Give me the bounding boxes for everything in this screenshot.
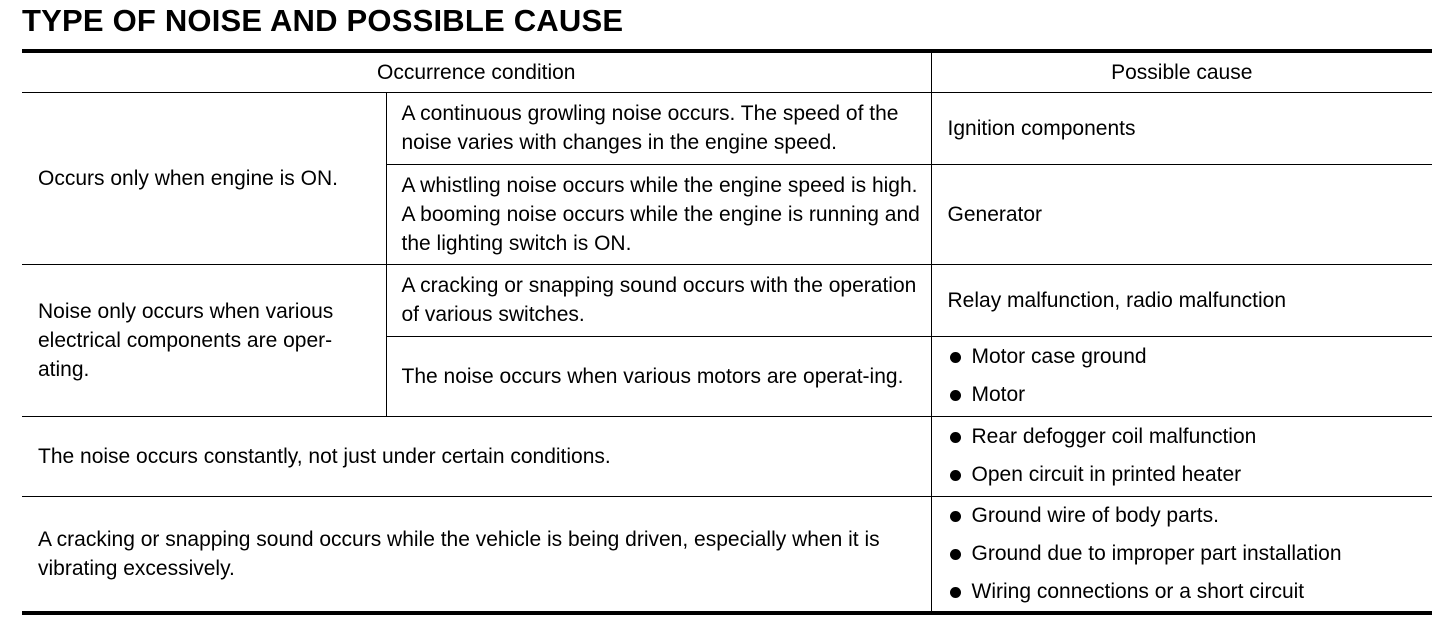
list-item: [948, 535, 1423, 573]
noise-cause-table: [22, 49, 1432, 615]
list-item: [948, 418, 1423, 456]
list-item: [948, 338, 1423, 376]
cause-list: [948, 497, 1423, 611]
condition-cell: Noise only occurs when various electrical components are oper-ating.: [22, 264, 386, 416]
list-item: [948, 456, 1423, 494]
bullet-dot-icon: [950, 549, 961, 560]
cause-cell: Generator: [931, 164, 1432, 264]
page-title: TYPE OF NOISE AND POSSIBLE CAUSE: [22, 3, 624, 38]
header-occurrence-condition: Occurrence condition: [22, 51, 931, 92]
table-row: [22, 264, 1432, 336]
table-row: [22, 496, 1432, 613]
cause-text: Open circuit in printed heater: [971, 463, 1242, 486]
cause-text: Wiring connections or a short circuit: [971, 579, 1305, 603]
list-item: [948, 376, 1423, 414]
cause-list: [948, 338, 1423, 414]
bullet-dot-icon: [950, 352, 961, 363]
bullet-dot-icon: [950, 511, 961, 522]
cause-text: Rear defogger coil malfunction: [971, 425, 1257, 448]
bullet-dot-icon: [950, 470, 961, 481]
table-row: [22, 92, 1432, 164]
condition-cell: The noise occurs constantly, not just under certain conditions.: [22, 416, 931, 496]
detail-cell: The noise occurs when various motors are operat-ing.: [386, 336, 931, 416]
detail-cell: A cracking or snapping sound occurs with the operation of various switches.: [386, 264, 931, 336]
detail-cell: A continuous growling noise occurs. The speed of the noise varies with changes in the engine speed.: [386, 92, 931, 164]
cause-text: Ground wire of body parts.: [971, 503, 1219, 527]
cause-list-cell: [931, 496, 1432, 613]
cause-list-cell: [931, 416, 1432, 496]
bullet-dot-icon: [950, 390, 961, 401]
bullet-dot-icon: [950, 587, 961, 598]
table-header-row: [22, 51, 1432, 92]
cause-text: Ground due to improper part installation: [971, 541, 1342, 565]
condition-cell: Occurs only when engine is ON.: [22, 92, 386, 264]
cause-list-cell: [931, 336, 1432, 416]
cause-text: Motor case ground: [971, 345, 1147, 368]
cause-cell: Relay malfunction, radio malfunction: [931, 264, 1432, 336]
list-item: [948, 497, 1423, 535]
cause-cell: Ignition components: [931, 92, 1432, 164]
cause-list: [948, 418, 1423, 494]
header-possible-cause: Possible cause: [931, 51, 1432, 92]
table-row: [22, 416, 1432, 496]
bullet-dot-icon: [950, 432, 961, 443]
detail-cell: A whistling noise occurs while the engine speed is high. A booming noise occurs while the engine is running and the lighting switch is ON.: [386, 164, 931, 264]
condition-cell: A cracking or snapping sound occurs while the vehicle is being driven, especially when it is vibrating excessively.: [22, 496, 931, 613]
cause-text: Motor: [971, 383, 1026, 406]
list-item: [948, 573, 1423, 611]
